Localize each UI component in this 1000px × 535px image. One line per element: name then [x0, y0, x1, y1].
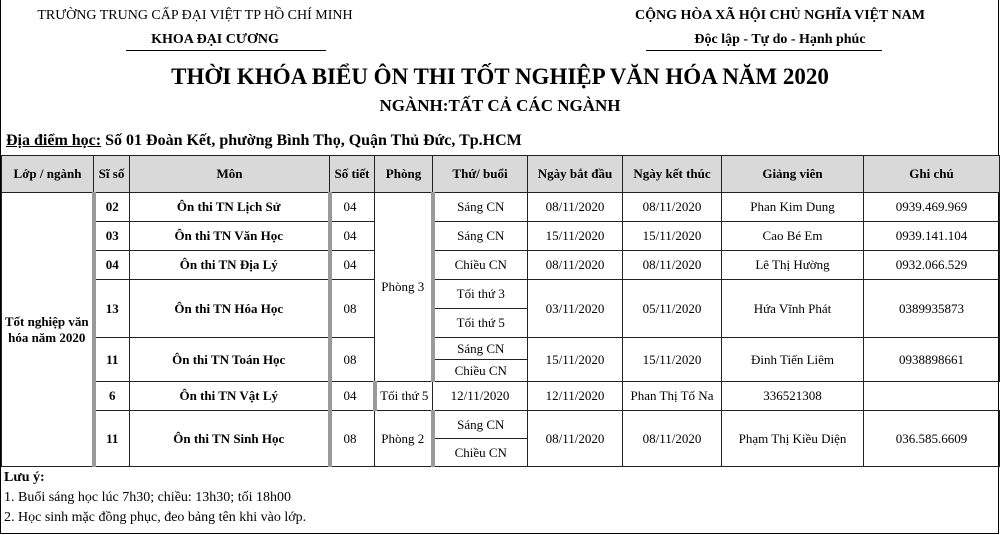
table-row: [2, 280, 1000, 309]
table-row: [2, 411, 1000, 439]
table-row: [2, 193, 1000, 222]
session-cell: Tối thứ 5: [375, 382, 433, 411]
table-header-row: [2, 156, 1000, 193]
note-cell: 0939.469.969: [864, 193, 1000, 222]
teacher-cell: Phan Kim Dung: [722, 193, 864, 222]
periods-cell: 08: [330, 338, 375, 382]
end-date-cell: 08/11/2020: [623, 251, 722, 280]
room-cell: Phòng 2: [375, 411, 433, 467]
periods-cell: 04: [330, 222, 375, 251]
note-cell: 0389935873: [864, 280, 1000, 338]
start-date-cell: 15/11/2020: [528, 222, 623, 251]
class-name-cell: Tốt nghiệp văn hóa năm 2020: [2, 193, 94, 467]
teacher-cell: Cao Bé Em: [722, 222, 864, 251]
start-date-cell: 08/11/2020: [528, 411, 623, 467]
teacher-cell: Lê Thị Hường: [722, 251, 864, 280]
subject-cell: Ôn thi TN Vật Lý: [130, 382, 330, 411]
periods-cell: 04: [330, 251, 375, 280]
session-cell: Sáng CN: [433, 338, 528, 360]
end-date-cell: 08/11/2020: [623, 411, 722, 467]
notes-title: Lưu ý:: [4, 470, 45, 485]
col-header: Phòng: [375, 156, 433, 193]
start-date-cell: 08/11/2020: [528, 193, 623, 222]
session-cell: Sáng CN: [433, 222, 528, 251]
col-header: Ghi chú: [864, 156, 1000, 193]
session-cell: Sáng CN: [433, 411, 528, 439]
note-cell: 0932.066.529: [864, 251, 1000, 280]
session-cell: Chiều CN: [433, 251, 528, 280]
note-cell: 0939.141.104: [864, 222, 1000, 251]
start-date-cell: 15/11/2020: [528, 338, 623, 382]
col-header: Số tiết: [330, 156, 375, 193]
notes: [4, 468, 306, 528]
periods-cell: 04: [330, 193, 375, 222]
end-date-cell: 05/11/2020: [623, 280, 722, 338]
teacher-cell: Phan Thị Tố Na: [623, 382, 722, 411]
col-header: Sĩ số: [94, 156, 130, 193]
session-cell: Chiều CN: [433, 439, 528, 467]
subject-cell: Ôn thi TN Toán Học: [130, 338, 330, 382]
end-date-cell: 12/11/2020: [528, 382, 623, 411]
col-header: Lớp / ngành: [2, 156, 94, 193]
room-cell: Phòng 3: [375, 193, 433, 382]
location-value: Số 01 Đoàn Kết, phường Bình Thọ, Quận Thủ Đức, Tp.HCM: [101, 132, 522, 149]
table-row: [2, 382, 1000, 411]
schedule-table: [1, 155, 1000, 467]
col-header: Thứ/ buổi: [433, 156, 528, 193]
teacher-cell: Hứa Vĩnh Phát: [722, 280, 864, 338]
start-date-cell: 08/11/2020: [528, 251, 623, 280]
start-date-cell: 12/11/2020: [433, 382, 528, 411]
col-header: Giảng viên: [722, 156, 864, 193]
note-cell: 336521308: [722, 382, 864, 411]
session-cell: Tối thứ 5: [433, 309, 528, 338]
students-cell: 03: [94, 222, 130, 251]
page-title: THỜI KHÓA BIỂU ÔN THI TỐT NGHIỆP VĂN HÓA NĂM 2020: [171, 64, 829, 89]
department-name: KHOA ĐẠI CƯƠNG: [151, 32, 279, 47]
note-cell: 036.585.6609: [864, 411, 1000, 467]
teacher-cell: Đinh Tiến Liêm: [722, 338, 864, 382]
location-label: Địa điểm học:: [6, 132, 102, 149]
periods-cell: 04: [330, 382, 375, 411]
table-row: [2, 222, 1000, 251]
session-cell: Sáng CN: [433, 193, 528, 222]
end-date-cell: 08/11/2020: [623, 193, 722, 222]
start-date-cell: 03/11/2020: [528, 280, 623, 338]
col-header: Môn: [130, 156, 330, 193]
table-row: [2, 338, 1000, 360]
subject-cell: Ôn thi TN Văn Học: [130, 222, 330, 251]
students-cell: 11: [94, 338, 130, 382]
subject-cell: Ôn thi TN Lịch Sử: [130, 193, 330, 222]
subject-cell: Ôn thi TN Địa Lý: [130, 251, 330, 280]
col-header: Ngày kết thúc: [623, 156, 722, 193]
motto: Độc lập - Tự do - Hạnh phúc: [694, 32, 866, 47]
note-item: 1. Buổi sáng học lúc 7h30; chiều: 13h30; tối 18h00: [4, 490, 291, 505]
page-subtitle: NGÀNH:TẤT CẢ CÁC NGÀNH: [379, 96, 621, 115]
location: [6, 132, 522, 150]
school-name: TRƯỜNG TRUNG CẤP ĐẠI VIỆT TP HỒ CHÍ MINH: [37, 8, 353, 23]
students-cell: 04: [94, 251, 130, 280]
col-header: Ngày bắt đầu: [528, 156, 623, 193]
students-cell: 13: [94, 280, 130, 338]
table-row: [2, 251, 1000, 280]
department-underline: [126, 50, 326, 51]
end-date-cell: 15/11/2020: [623, 222, 722, 251]
students-cell: 11: [94, 411, 130, 467]
nation-title: CỘNG HÒA XÃ HỘI CHỦ NGHĨA VIỆT NAM: [634, 8, 925, 23]
teacher-cell: Phạm Thị Kiều Diện: [722, 411, 864, 467]
periods-cell: 08: [330, 411, 375, 467]
session-cell: Chiều CN: [433, 360, 528, 382]
end-date-cell: 15/11/2020: [623, 338, 722, 382]
students-cell: 6: [94, 382, 130, 411]
subject-cell: Ôn thi TN Sinh Học: [130, 411, 330, 467]
subject-cell: Ôn thi TN Hóa Học: [130, 280, 330, 338]
periods-cell: 08: [330, 280, 375, 338]
motto-underline: [646, 50, 882, 51]
students-cell: 02: [94, 193, 130, 222]
note-item: 2. Học sinh mặc đồng phục, đeo bảng tên khi vào lớp.: [4, 510, 307, 525]
session-cell: Tối thứ 3: [433, 280, 528, 309]
note-cell: 0938898661: [864, 338, 1000, 382]
